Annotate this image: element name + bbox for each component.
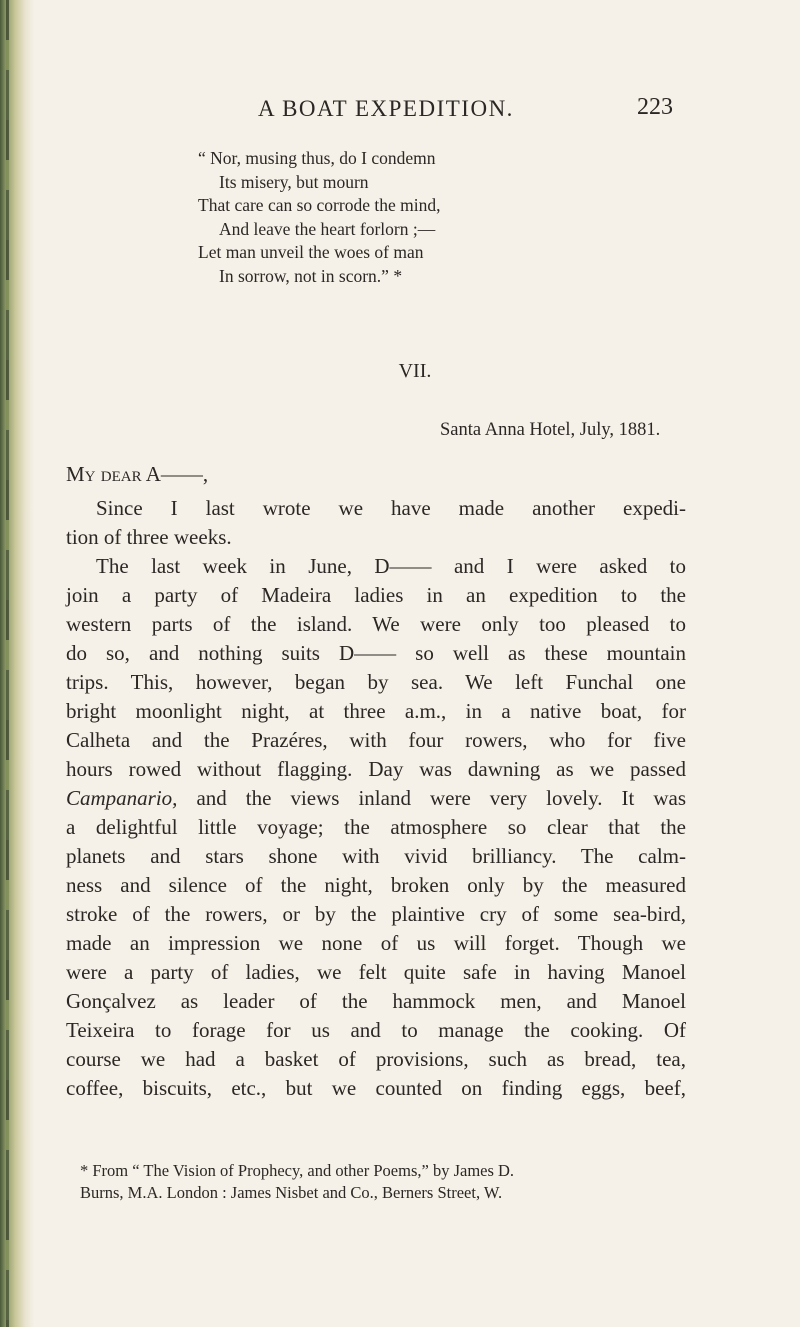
body-line: coffee, biscuits, etc., but we counted on finding eggs, beef, xyxy=(66,1076,686,1100)
running-head: A BOAT EXPEDITION. xyxy=(258,96,514,121)
letter-body xyxy=(66,494,686,1103)
body-line: join a party of Madeira ladies in an expedition to the xyxy=(66,583,686,607)
body-line: a delightful little voyage; the atmosphere so clear that the xyxy=(66,815,686,839)
body-line: were a party of ladies, we felt quite safe in having Manoel xyxy=(66,960,686,984)
italic-place-name: Campanario, xyxy=(66,786,178,810)
body-line: western parts of the island. We were only too pleased to xyxy=(66,612,686,636)
letter-dateline: Santa Anna Hotel, July, 1881. xyxy=(440,420,661,440)
body-line: Gonçalvez as leader of the hammock men, and Manoel xyxy=(66,989,686,1013)
poem-line: Its misery, but mourn xyxy=(219,171,369,192)
body-line: Calheta and the Prazéres, with four rowers, who for five xyxy=(66,728,686,752)
letter-salutation xyxy=(66,462,208,487)
body-line: Teixeira to forage for us and to manage the cooking. Of xyxy=(66,1018,686,1042)
section-number: VII. xyxy=(398,360,432,382)
footnote xyxy=(80,1160,690,1204)
footnote-line: Burns, M.A. London : James Nisbet and Co., Berners Street, W. xyxy=(80,1183,503,1202)
poem-line: “ Nor, musing thus, do I condemn xyxy=(198,148,436,168)
salutation-name: A——, xyxy=(145,462,209,486)
body-line: trips. This, however, began by sea. We left Funchal one xyxy=(66,670,686,694)
body-line: made an impression we none of us will forget. Though we xyxy=(66,931,686,955)
body-line: The last week in June, D—— and I were asked to xyxy=(96,554,686,578)
body-line: bright moonlight night, at three a.m., in a native boat, for xyxy=(66,699,686,723)
salutation-prefix: My dear xyxy=(66,462,142,486)
poem-line: That care can so corrode the mind, xyxy=(198,195,441,215)
body-line: ness and silence of the night, broken only by the measured xyxy=(66,873,686,897)
body-line xyxy=(66,784,686,813)
poem-line: And leave the heart forlorn ;— xyxy=(219,218,436,239)
body-line: do so, and nothing suits D—— so well as these mountain xyxy=(66,641,686,665)
page-number: 223 xyxy=(637,94,673,120)
body-line: course we had a basket of provisions, such as bread, tea, xyxy=(66,1047,686,1071)
epigraph-poem xyxy=(198,147,440,288)
body-line: hours rowed without flagging. Day was dawning as we passed xyxy=(66,757,686,781)
footnote-line: * From “ The Vision of Prophecy, and other Poems,” by James D. xyxy=(80,1161,515,1180)
body-line: planets and stars shone with vivid brilliancy. The calm- xyxy=(66,844,686,868)
poem-line: In sorrow, not in scorn.” * xyxy=(219,265,403,286)
body-line: tion of three weeks. xyxy=(66,525,232,549)
body-line: stroke of the rowers, or by the plaintive cry of some sea-bird, xyxy=(66,902,686,926)
body-line-rest: and the views inland were very lovely. It was xyxy=(177,786,686,810)
body-line: Since I last wrote we have made another expedi- xyxy=(96,496,686,520)
poem-line: Let man unveil the woes of man xyxy=(198,242,424,262)
